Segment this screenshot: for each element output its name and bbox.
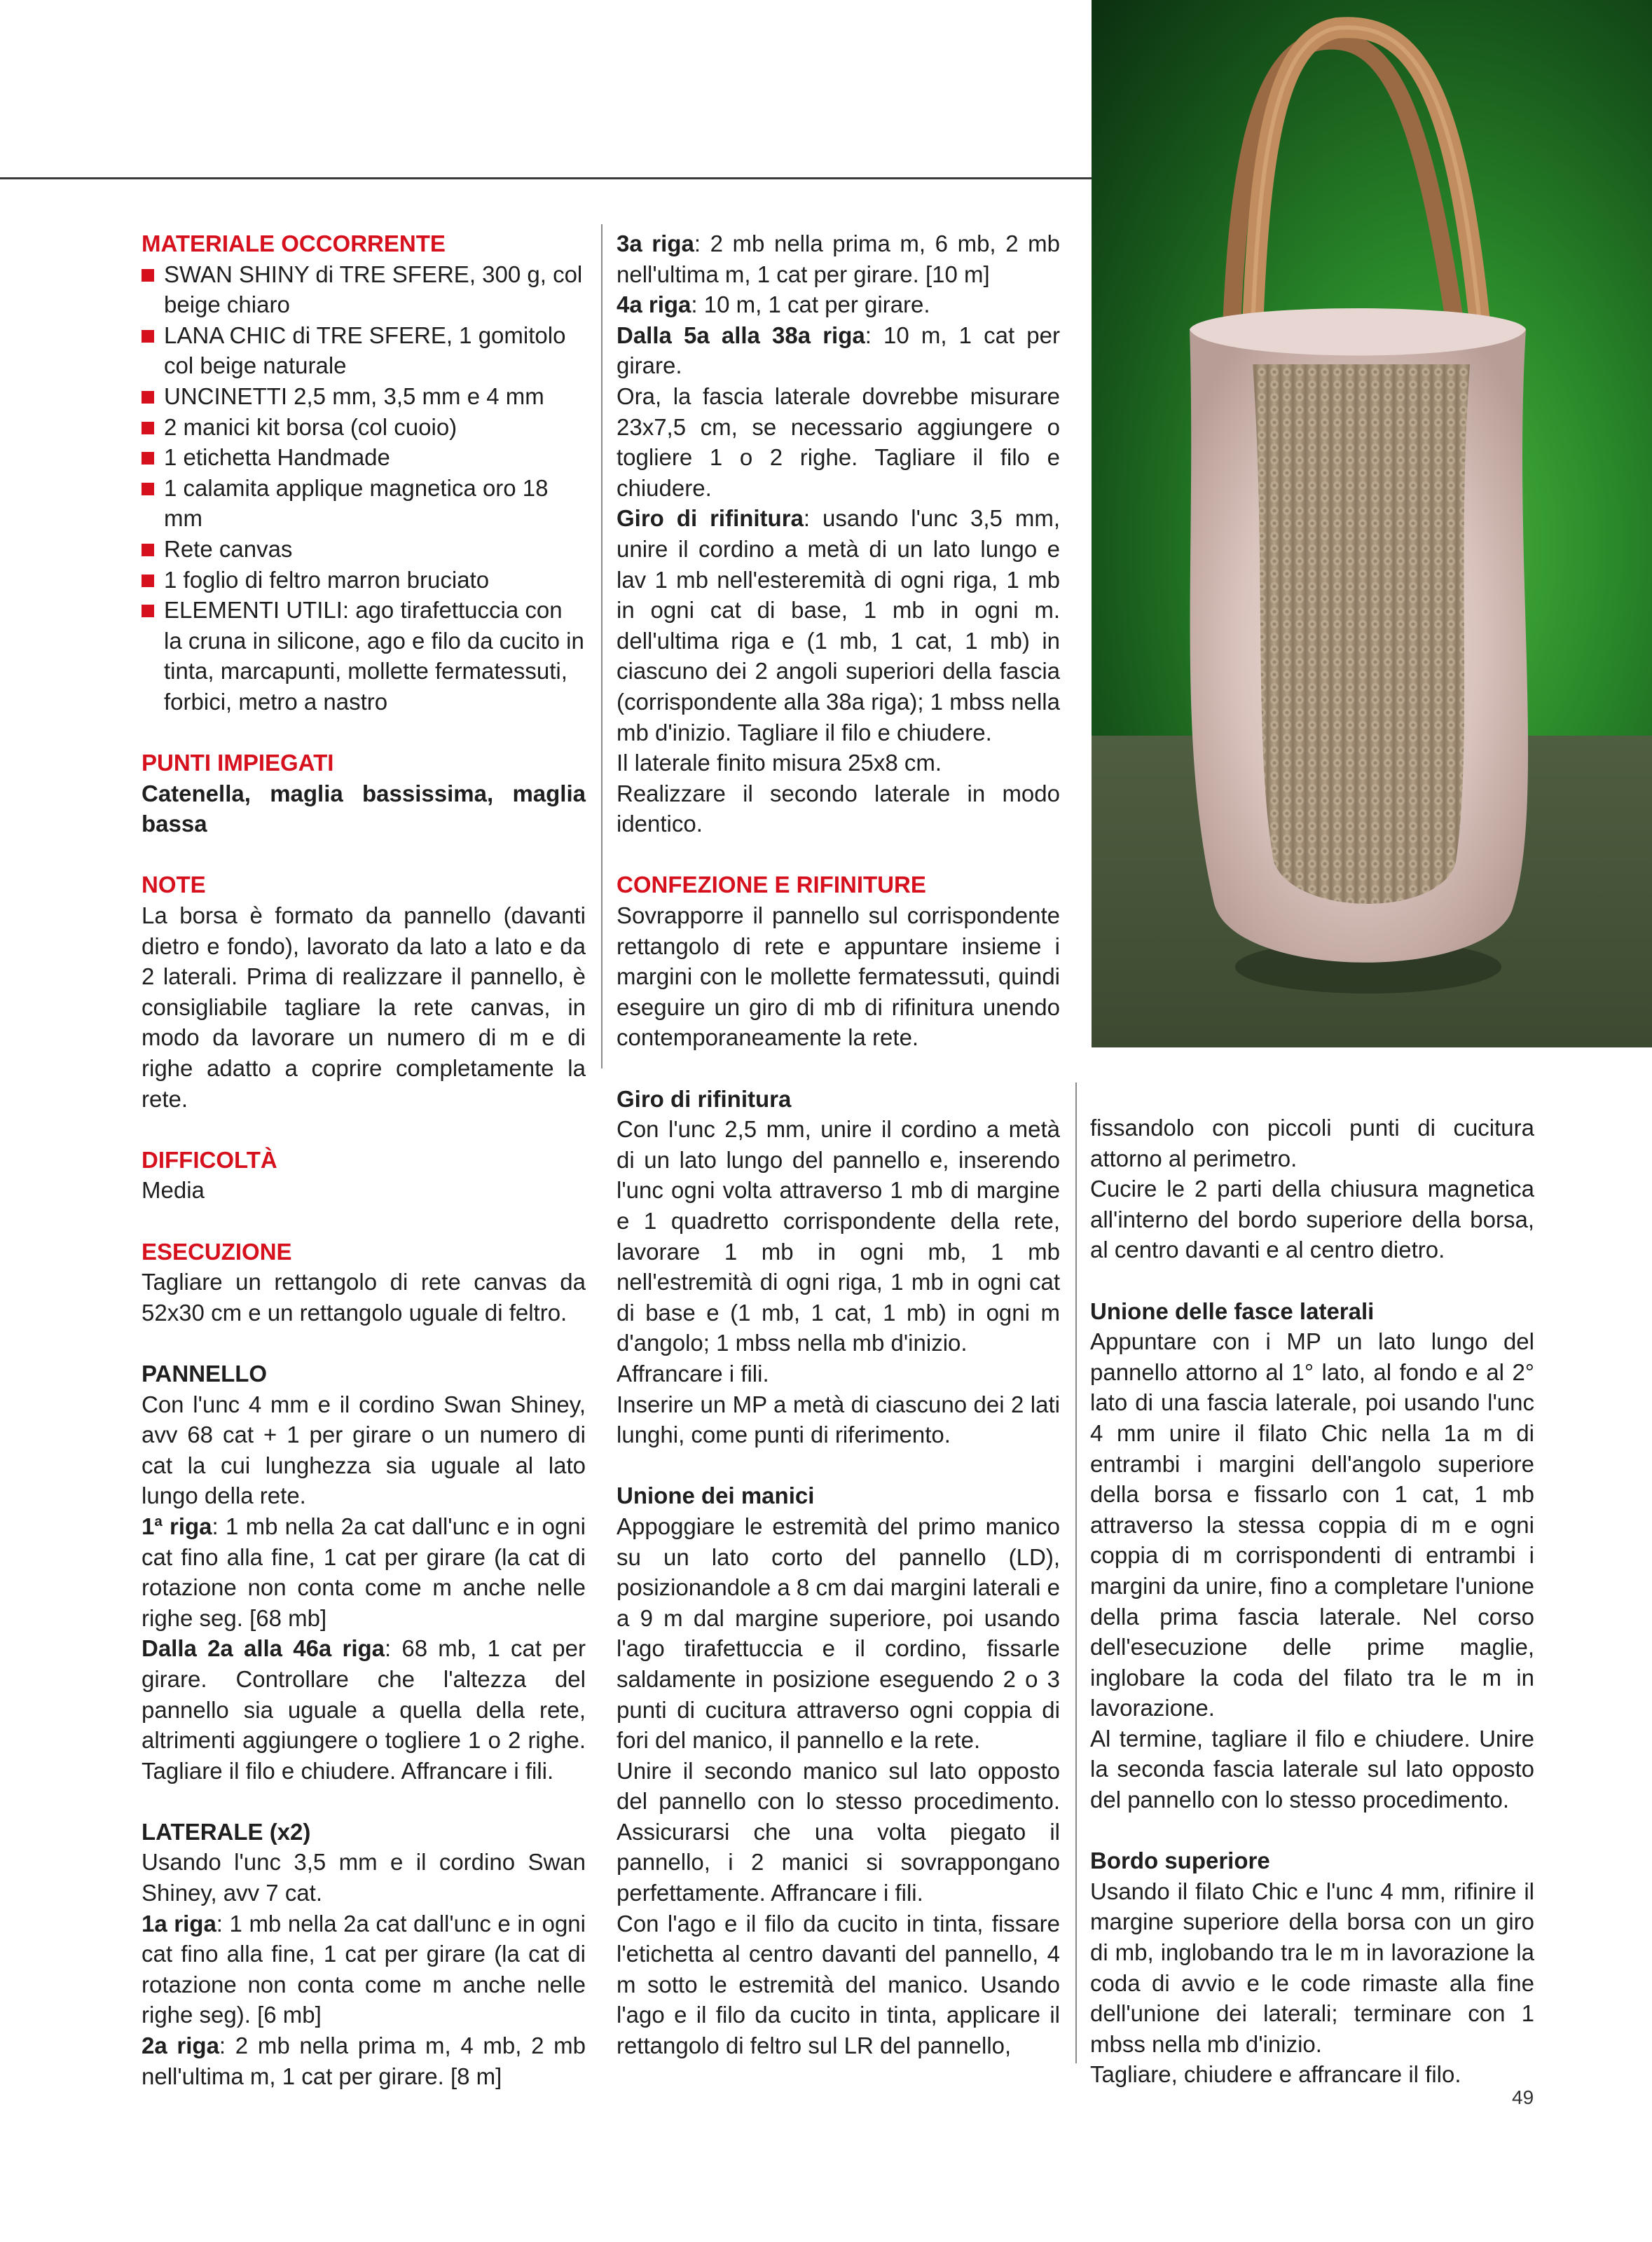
- laterale-row-5: Dalla 5a alla 38a riga: 10 m, 1 cat per girare.: [617, 322, 1060, 379]
- laterale-giro: Giro di rifinitura: usando l'unc 3,5 mm, unire il cordino a metà di un lato lungo e lav 1 mb nell'esteremità di ogni riga, 1 mb in ogni cat di base, 1 mb in ogni m. dell'ultima riga e (1 mb, 1 cat, 1 mb) in ciascuno dei 2 angoli superiori della fascia (corrispondente alla 38a riga); 1 mbss nella mb d'inizio. Tagliare il filo e chiudere.: [617, 505, 1060, 745]
- red-square-bullet-icon: [142, 452, 154, 465]
- red-square-bullet-icon: [142, 605, 154, 617]
- red-square-bullet-icon: [142, 544, 154, 556]
- giro-text: Con l'unc 2,5 mm, unire il cordino a metà di un lato lungo del pannello e, inserendo l'unc ogni volta attraverso 1 mb di margine e 1 quadretto corrispondente della rete, lavorare 1 mb in ogni mb, 1 mb nell'estremità di ogni riga, 1 mb in ogni cat di base e (1 mb, 1 cat, 1 mb) in ogni m d'angolo; 1 mbss nella mb d'inizio.: [617, 1116, 1060, 1356]
- list-item: 1 etichetta Handmade: [142, 442, 586, 473]
- bordo-p1: Usando il filato Chic e l'unc 4 mm, rifinire il margine superiore della borsa con un giro di mb, inglobando tra le m in lavorazione la coda di avvio e le code rimaste alla fine dell'unione dei laterali; terminare con 1 mbss nella mb d'inizio.: [1090, 1878, 1534, 2057]
- manici-p4: Cucire le 2 parti della chiusura magnetica all'interno del bordo superiore della borsa, al centro davanti e al centro dietro.: [1090, 1176, 1534, 1263]
- manici-p3-cont: fissandolo con piccoli punti di cucitura attorno al perimetro.: [1090, 1115, 1534, 1171]
- list-item: Rete canvas: [142, 534, 586, 565]
- pannello-row-1: 1$^a$ riga: 1 mb nella 2a cat dall'unc e in ogni cat fino alla fine, 1 cat per girare (la cat di rotazione non conta come m anche nelle righe seg. [68 mb]: [142, 1513, 586, 1631]
- column-divider-2: [1075, 1082, 1077, 2063]
- list-item: LANA CHIC di TRE SFERE, 1 gomitolo col beige naturale: [142, 320, 586, 381]
- note-text: La borsa è formato da pannello (davanti dietro e fondo), lavorato da lato a lato e da 2 laterali. Prima di realizzare il pannello, è consigliabile tagliare la rete canvas, in modo da lavorare un numero di m e di righe adatto a coprire completamente la rete.: [142, 902, 586, 1112]
- subheading-giro: Giro di rifinitura: [617, 1085, 792, 1112]
- laterale-row-2: 2a riga: 2 mb nella prima m, 4 mb, 2 mb nell'ultima m, 1 cat per girare. [8 m]: [142, 2033, 586, 2089]
- esecuzione-text: Tagliare un rettangolo di rete canvas da 52x30 cm e un rettangolo uguale di feltro.: [142, 1269, 586, 1326]
- manici-p1: Appoggiare le estremità del primo manico su un lato corto del pannello (LD), posizionandole a 8 cm dai margini laterali e a 9 m dal margine superiore, poi usando l'ago tirafettuccia e il cordino, fissarle saldamente in posizione eseguendo 2 o 3 punti di cucitura attraverso ogni coppia di fori del manico, il pannello e la rete.: [617, 1513, 1060, 1754]
- giro-p2: Affrancare i fili.: [617, 1360, 769, 1387]
- section-heading-esecuzione: ESECUZIONE: [142, 1238, 292, 1265]
- section-heading-note: NOTE: [142, 872, 206, 898]
- column-3: [1090, 1113, 1534, 2090]
- list-item: 1 calamita applique magnetica oro 18 mm: [142, 473, 586, 534]
- section-heading-confezione: CONFEZIONE E RIFINITURE: [617, 872, 926, 898]
- red-square-bullet-icon: [142, 330, 154, 343]
- crochet-bag-illustration: [1092, 0, 1652, 1047]
- giro-p3: Inserire un MP a metà di ciascuno dei 2 lati lunghi, come punti di riferimento.: [617, 1391, 1060, 1448]
- subheading-bordo: Bordo superiore: [1090, 1848, 1270, 1874]
- fasce-p1: Appuntare con i MP un lato lungo del pannello attorno al 1° lato, al fondo e al 2° lato di una fascia laterale, poi usando l'unc 4 mm unire il filato Chic nella 1a m di entrambi i margini dell'angolo superiore della borsa e fissarlo con 1 cat, 1 mb attraverso la stessa coppia di m e ogni coppia di m corrispondenti di entrambi i margini da unire, fino a completare l'unione della prima fascia laterale. Nel corso dell'esecuzione delle prime maglie, inglobare la coda del filato tra le m in lavorazione.: [1090, 1328, 1534, 1721]
- list-item: SWAN SHINY di TRE SFERE, 300 g, col beige chiaro: [142, 259, 586, 320]
- laterale-p2: Il laterale finito misura 25x8 cm.: [617, 750, 942, 776]
- subheading-fasce: Unione delle fasce laterali: [1090, 1298, 1375, 1324]
- red-square-bullet-icon: [142, 269, 154, 282]
- laterale-p1: Ora, la fascia laterale dovrebbe misurare 23x7,5 cm, se necessario aggiungere o togliere 1 o 2 righe. Tagliare il filo e chiudere.: [617, 383, 1060, 501]
- top-rule: [0, 177, 1092, 179]
- page-number: 49: [1512, 2086, 1534, 2108]
- fasce-p2: Al termine, tagliare il filo e chiudere. Unire la seconda fascia laterale sul lato opposto del pannello con lo stesso procedimento.: [1090, 1725, 1534, 1813]
- section-heading-difficolta: DIFFICOLTÀ: [142, 1146, 277, 1173]
- pannello-intro: Con l'unc 4 mm e il cordino Swan Shiney, avv 68 cat + 1 per girare o un numero di cat la cui lunghezza sia uguale al lato lungo della rete.: [142, 1391, 586, 1509]
- laterale-row-3: 3a riga: 2 mb nella prima m, 6 mb, 2 mb nell'ultima m, 1 cat per girare. [10 m]: [617, 231, 1060, 287]
- subheading-pannello: PANNELLO: [142, 1360, 268, 1387]
- column-1: [142, 228, 586, 2091]
- punti-text: Catenella, maglia bassissima, maglia bassa: [142, 780, 586, 837]
- subheading-manici: Unione dei manici: [617, 1483, 815, 1509]
- list-item: ELEMENTI UTILI: ago tirafettuccia con la cruna in silicone, ago e filo da cucito in tinta, marcapunti, mollette fermatessuti, forbici, metro a nastro: [142, 595, 586, 717]
- manici-p2: Unire il secondo manico sul lato opposto del pannello con lo stesso procedimento. Assicurarsi che una volta piegato il pannello, i 2 manici si sovrappongano perfettamente. Affrancare i fili.: [617, 1757, 1060, 1906]
- column-divider-1: [601, 224, 603, 1068]
- section-heading-punti: PUNTI IMPIEGATI: [142, 750, 334, 776]
- subheading-laterale: LATERALE (x2): [142, 1818, 311, 1845]
- column-2: [617, 228, 1060, 2061]
- red-square-bullet-icon: [142, 422, 154, 434]
- red-square-bullet-icon: [142, 391, 154, 404]
- difficolta-text: Media: [142, 1177, 205, 1204]
- red-square-bullet-icon: [142, 483, 154, 495]
- list-item: 2 manici kit borsa (col cuoio): [142, 412, 586, 443]
- list-item: UNCINETTI 2,5 mm, 3,5 mm e 4 mm: [142, 381, 586, 412]
- laterale-p3: Realizzare il secondo laterale in modo identico.: [617, 780, 1060, 837]
- section-heading-materiale: MATERIALE OCCORRENTE: [142, 231, 446, 256]
- laterale-row-1: 1a riga: 1 mb nella 2a cat dall'unc e in ogni cat fino alla fine, 1 cat per girare (la cat di rotazione non conta come m anche nelle righe seg). [6 mb]: [142, 1910, 586, 2028]
- laterale-intro: Usando l'unc 3,5 mm e il cordino Swan Shiney, avv 7 cat.: [142, 1849, 586, 1906]
- laterale-row-4: 4a riga: 10 m, 1 cat per girare.: [617, 291, 930, 318]
- pannello-row-2: Dalla 2a alla 46a riga: 68 mb, 1 cat per girare. Controllare che l'altezza del pannello sia uguale a quella della rete, altrimenti aggiungere o togliere 1 o 2 righe. Tagliare il filo e chiudere. Affrancare i fili.: [142, 1635, 586, 1784]
- materials-list: [142, 259, 586, 717]
- red-square-bullet-icon: [142, 575, 154, 587]
- confezione-text: Sovrapporre il pannello sul corrispondente rettangolo di rete e appuntare insieme i margini con le mollette fermatessuti, quindi eseguire un giro di mb di rifinitura unendo contemporaneamente la rete.: [617, 902, 1060, 1051]
- bag-crochet-body: [1253, 364, 1470, 904]
- bag-photo: [1092, 0, 1652, 1047]
- list-item: 1 foglio di feltro marron bruciato: [142, 565, 586, 596]
- bordo-p2: Tagliare, chiudere e affrancare il filo.: [1090, 2061, 1461, 2088]
- manici-p3: Con l'ago e il filo da cucito in tinta, fissare l'etichetta al centro davanti del pannello, 4 m sotto le estremità del manico. Usando l'ago e il filo da cucito in tinta, applicare il rettangolo di feltro sul LR del pannello,: [617, 1910, 1060, 2059]
